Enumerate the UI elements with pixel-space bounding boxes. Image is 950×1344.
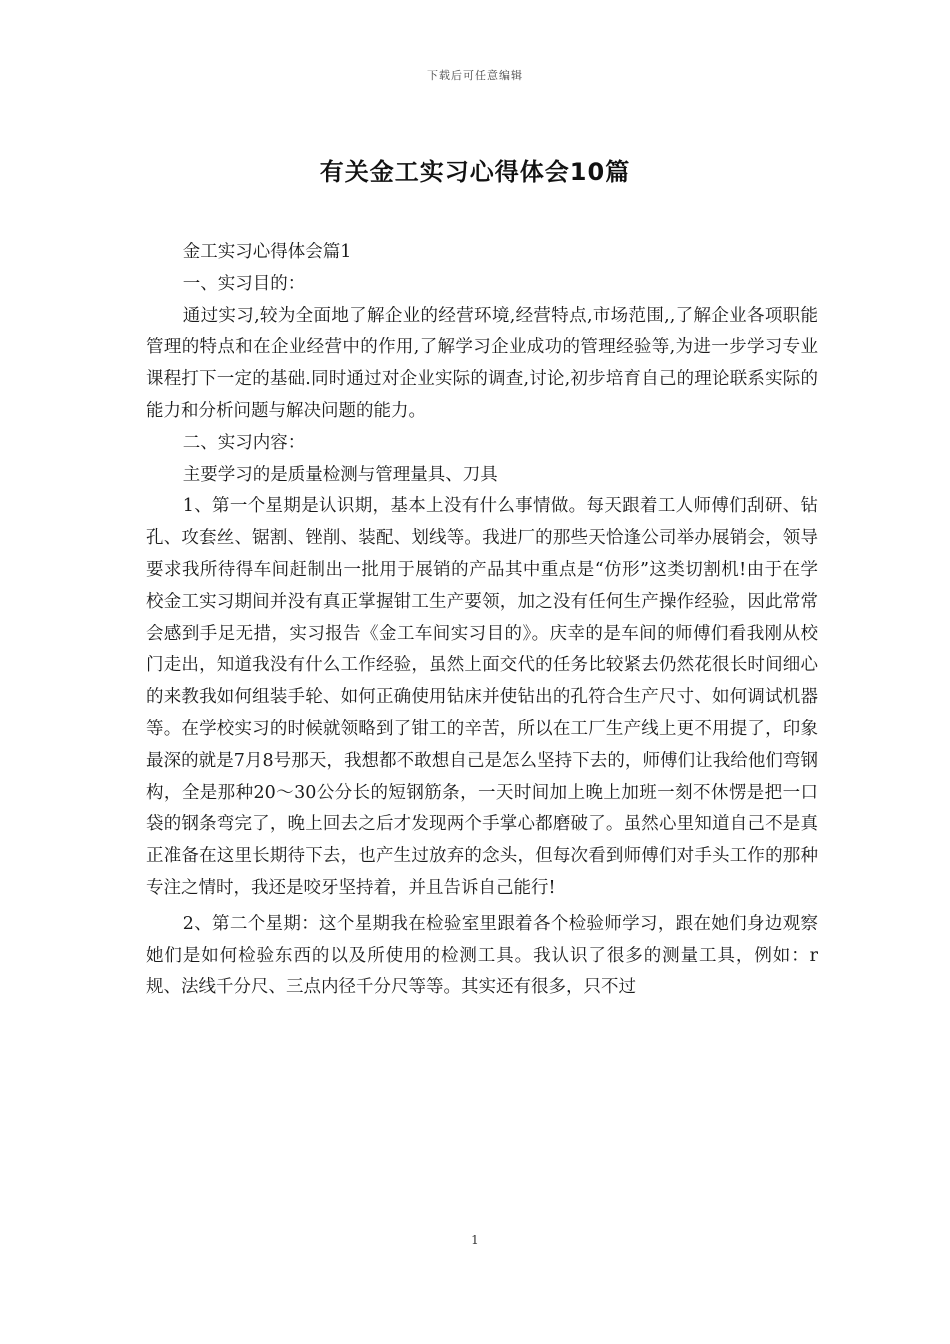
paragraph-week-1: 1、第一个星期是认识期，基本上没有什么事情做。每天跟着工人师傅们刮研、钻孔、攻套丝、锯割、锉削、装配、划线等。我进厂的那些天恰逢公司举办展销会，领导要求我所待得车间赶制出一批用于展销的产品其中重点是“仿形”这类切割机!由于在学校金工实习期间并没有真正掌握钳工生产要领，加之没有任何生产操作经验，因此常常会感到手足无措，实习报告《金工车间实习目的》。庆幸的是车间的师傅们看我刚从校门走出，知道我没有什么工作经验，虽然上面交代的任务比较紧去仍然花很长时间细心的来教我如何组装手轮、如何正确使用钻床并使钻出的孔符合生产尺寸、如何调试机器等。在学校实习的时候就领略到了钳工的辛苦，所以在工厂生产线上更不用提了，印象最深的就是7月8号那天，我想都不敢想自己是怎么坚持下去的，师傅们让我给他们弯钢构，全是那种20～30公分长的短钢筋条，一天时间加上晚上加班一刻不休愣是把一口袋的钢条弯完了，晚上回去之后才发现两个手掌心都磨破了。虽然心里知道自己不是真正准备在这里长期待下去，也产生过放弃的念头，但每次看到师傅们对手头工作的那种专注之情时，我还是咬牙坚持着，并且告诉自己能行!	[146, 496, 818, 898]
paragraph-purpose: 通过实习,较为全面地了解企业的经营环境,经营特点,市场范围,,了解企业各项职能管理的特点和在企业经营中的作用,了解学习企业成功的管理经验等,为进一步学习专业课程打下一定的基础.同时通过对企业实际的调查,讨论,初步培育自己的理论联系实际的能力和分析问题与解决问题的能力。	[146, 305, 818, 421]
paragraph-content-intro: 主要学习的是质量检测与管理量具、刀具	[182, 464, 498, 485]
document-title: 有关金工实习心得体会10篇	[319, 158, 631, 186]
subheading-content: 二、实习内容：	[182, 432, 306, 453]
document-body	[146, 237, 818, 1004]
subheading-purpose: 一、实习目的：	[182, 273, 306, 294]
page-number: 1	[471, 1233, 479, 1247]
section-heading: 金工实习心得体会篇1	[182, 242, 352, 262]
paragraph-week-2: 2、第二个星期：这个星期我在检验室里跟着各个检验师学习，跟在她们身边观察她们是如何检验东西的以及所使用的检测工具。我认识了很多的测量工具，例如：r规、法线千分尺、三点内径千分尺等等。其实还有很多，只不过	[146, 913, 818, 998]
header-note: 下载后可任意编辑	[427, 69, 523, 82]
